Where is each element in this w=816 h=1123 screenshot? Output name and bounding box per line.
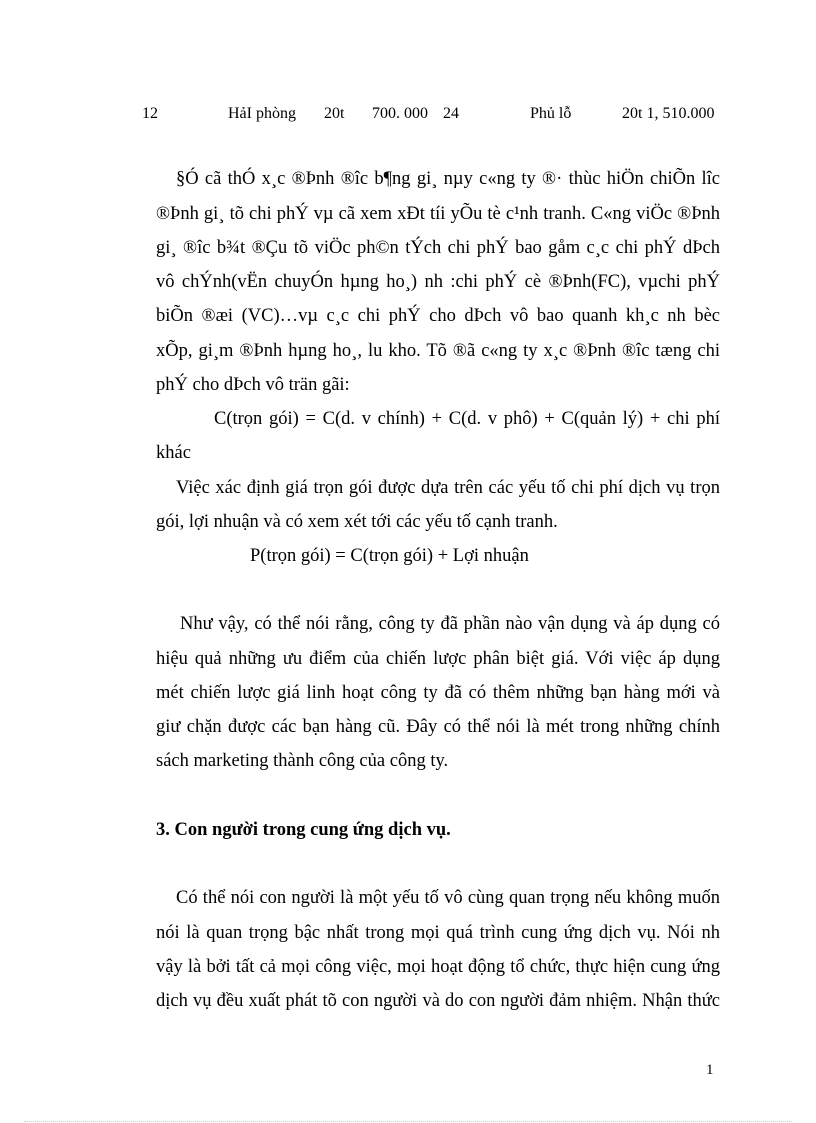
text-line: Như vậy, có thể nói rằng, công ty đã phần nào vận dụng và áp dụng có [180,614,720,634]
row-place: Phủ lỗ [530,105,572,122]
row-count: 24 [443,105,459,122]
text-line: vô chÝnh(vËn chuyÓn hµng ho¸) nh :chi phÝ cè ®Þnh(FC), vµchi phÝ [156,272,720,292]
cost-formula: C(trọn gói) = C(d. v chính) + C(d. v phô) + C(quản lý) + chi phí [214,409,720,429]
text-line: biÕn ®æi (VC)…vµ c¸c chi phÝ cho dÞch vô bao quanh kh¸c nh bèc [156,306,720,326]
price-formula: P(trọn gói) = C(trọn gói) + Lợi nhuận [250,546,529,566]
page-edge-divider [24,1121,792,1122]
text-line: nói là quan trọng bậc nhất trong mọi quá trình cung ứng dịch vụ. Nói nh [156,923,720,943]
text-line: gi¸ ®îc b¾t ®Çu tõ viÖc ph©n tÝch chi phÝ bao gåm c¸c chi phÝ dÞch [156,238,720,258]
text-line: hiệu quả những ưu điểm của chiến lược phân biệt giá. Với việc áp dụng [156,649,720,669]
row-location: HảI phòng [228,105,296,122]
table-row [0,102,816,126]
row-index: 12 [142,105,158,122]
text-line: dịch vụ đều xuất phát tõ con người và do con người đảm nhiệm. Nhận thức [156,991,720,1011]
text-line: phÝ cho dÞch vô trän gãi: [156,375,350,395]
text-line: gói, lợi nhuận và có xem xét tới các yếu tố cạnh tranh. [156,512,558,532]
text-line: Việc xác định giá trọn gói được dựa trên các yếu tố chi phí dịch vụ trọn [176,478,720,498]
row-price: 700. 000 [372,105,428,122]
cost-formula-continued: khác [156,443,191,463]
text-line: vậy là bởi tất cả mọi công việc, mọi hoạt động tổ chức, thực hiện cung ứng [156,957,720,977]
row-detail: 20t 1, 510.000 [622,105,715,122]
page-number: 1 [706,1062,714,1078]
text-line: ®Þnh gi¸ tõ chi phÝ vµ cã xem xÐt tíi yÕu tè c¹nh tranh. C«ng viÖc ®Þnh [156,204,720,224]
text-line: sách marketing thành công của công ty. [156,751,449,771]
text-line: Có thể nói con người là một yếu tố vô cùng quan trọng nếu không muốn [176,888,720,908]
row-tonnage: 20t [324,105,345,122]
section-heading: 3. Con người trong cung ứng dịch vụ. [156,820,451,840]
text-line: giư chặn được các bạn hàng cũ. Đây có thể nói là mét trong những chính [156,717,720,737]
text-line: mét chiến lược giá linh hoạt công ty đã có thêm những bạn hàng mới và [156,683,720,703]
text-line: §Ó cã thÓ x¸c ®Þnh ®îc b¶ng gi¸ nµy c«ng ty ®· thùc hiÖn chiÕn lîc [176,169,720,189]
text-line: xÕp, gi¸m ®Þnh hµng ho¸, lu kho. Tõ ®ã c«ng ty x¸c ®Þnh ®îc tæng chi [156,341,720,361]
